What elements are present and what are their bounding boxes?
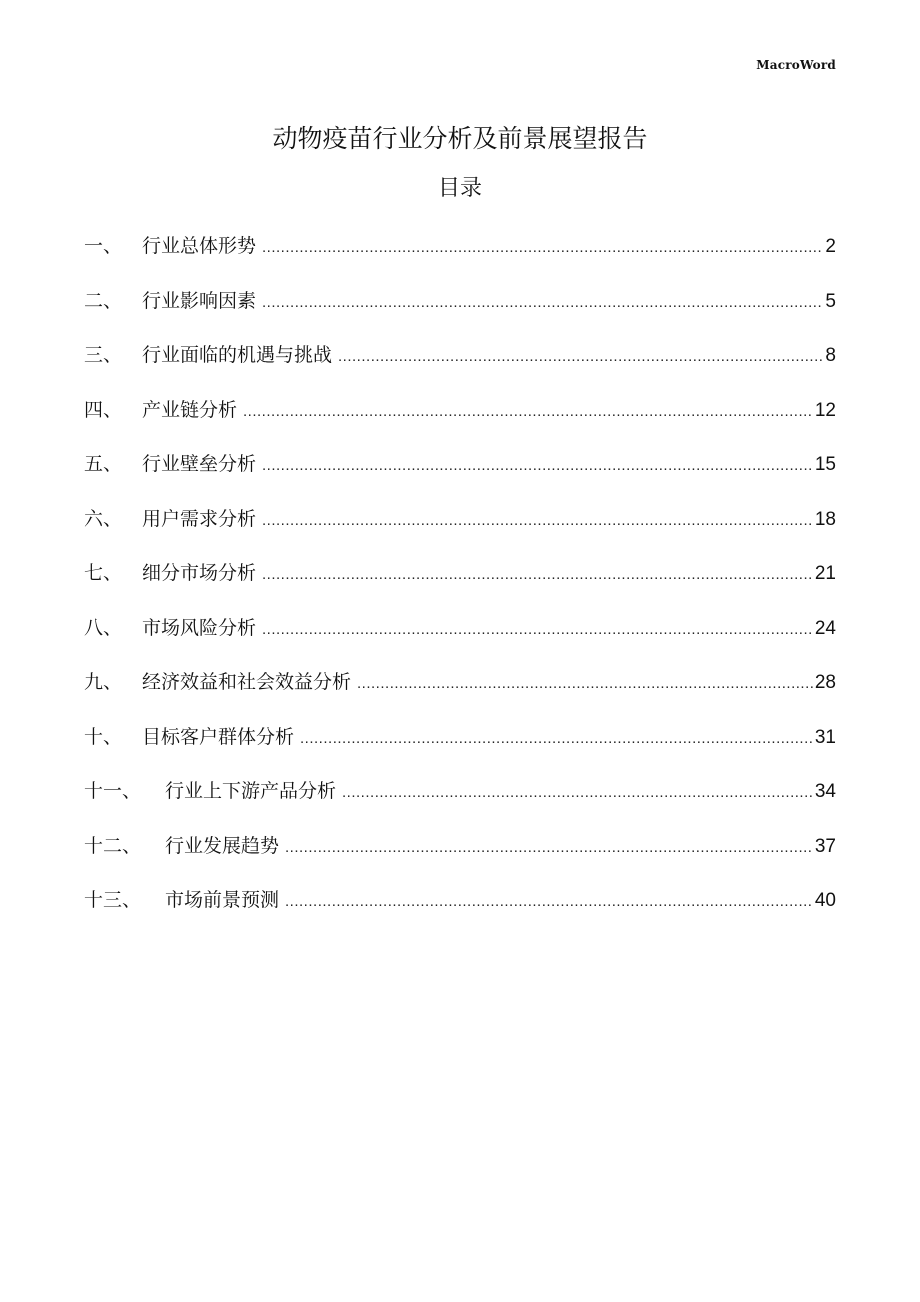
toc-entry-11[interactable]: [84, 771, 836, 826]
toc-entry-number: 十二、: [84, 834, 142, 857]
toc-entry-page: 31: [814, 726, 836, 748]
toc-entry-8[interactable]: [84, 608, 836, 663]
table-of-contents: [84, 226, 836, 935]
toc-dot-leader: [262, 501, 813, 541]
toc-entry-number: 二、: [84, 289, 123, 312]
toc-entry-number: 五、: [84, 453, 123, 475]
toc-entry-number: 十一、: [84, 780, 142, 802]
toc-entry-2[interactable]: [84, 281, 836, 336]
toc-entry-page: 2: [825, 236, 836, 257]
toc-entry-page: 5: [825, 290, 836, 312]
toc-entry-label: 产业链分析: [142, 398, 238, 421]
toc-entry-number: 三、: [84, 344, 123, 366]
toc-dot-leader: [262, 555, 813, 595]
toc-entry-label: 行业发展趋势: [165, 834, 280, 857]
toc-dot-leader: [357, 664, 813, 704]
toc-entry-label: 市场风险分析: [142, 616, 257, 639]
toc-entry-4[interactable]: [84, 390, 836, 445]
toc-entry-page: 34: [814, 781, 836, 802]
toc-dot-leader: [285, 828, 813, 868]
toc-entry-number: 一、: [84, 235, 123, 257]
toc-entry-page: 8: [825, 345, 836, 366]
toc-dot-leader: [262, 610, 813, 650]
toc-entry-label: 行业面临的机遇与挑战: [142, 344, 333, 366]
toc-entry-1[interactable]: [84, 226, 836, 281]
toc-entry-9[interactable]: [84, 662, 836, 717]
toc-entry-12[interactable]: [84, 826, 836, 881]
toc-dot-leader: [342, 773, 813, 813]
toc-entry-page: 28: [814, 672, 836, 693]
toc-entry-label: 行业壁垒分析: [142, 453, 257, 475]
toc-entry-label: 市场前景预测: [165, 889, 280, 911]
toc-entry-label: 细分市场分析: [142, 562, 257, 584]
toc-entry-label: 行业影响因素: [142, 289, 257, 312]
toc-entry-number: 十三、: [84, 889, 142, 911]
toc-entry-page: 12: [814, 399, 836, 421]
toc-entry-label: 行业总体形势: [142, 235, 257, 257]
toc-dot-leader: [300, 719, 813, 759]
toc-entry-page: 18: [814, 508, 836, 530]
document-title: 动物疫苗行业分析及前景展望报告: [272, 124, 648, 153]
toc-dot-leader: [262, 446, 813, 486]
toc-entry-page: 21: [814, 563, 836, 584]
toc-entry-number: 四、: [84, 398, 123, 421]
toc-entry-page: 37: [814, 835, 836, 857]
toc-entry-7[interactable]: [84, 553, 836, 608]
toc-entry-5[interactable]: [84, 444, 836, 499]
toc-entry-page: 15: [814, 454, 836, 475]
toc-dot-leader: [285, 882, 813, 922]
toc-dot-leader: [243, 392, 813, 432]
toc-entry-6[interactable]: [84, 499, 836, 554]
toc-heading: 目录: [437, 176, 482, 201]
toc-entry-13[interactable]: [84, 880, 836, 935]
toc-dot-leader: [262, 283, 823, 323]
toc-entry-page: 24: [814, 617, 836, 639]
toc-entry-number: 十、: [84, 725, 123, 748]
toc-dot-leader: [338, 337, 823, 377]
toc-entry-label: 目标客户群体分析: [142, 725, 295, 748]
toc-entry-number: 九、: [84, 671, 123, 693]
toc-entry-label: 用户需求分析: [142, 507, 257, 530]
toc-entry-number: 七、: [84, 562, 123, 584]
toc-entry-3[interactable]: [84, 335, 836, 390]
toc-entry-10[interactable]: [84, 717, 836, 772]
toc-entry-number: 八、: [84, 616, 123, 639]
toc-entry-number: 六、: [84, 507, 123, 530]
header-brand: MacroWord: [756, 58, 836, 72]
toc-entry-page: 40: [814, 890, 836, 911]
toc-dot-leader: [262, 228, 823, 268]
toc-entry-label: 经济效益和社会效益分析: [142, 671, 352, 693]
toc-entry-label: 行业上下游产品分析: [165, 780, 337, 802]
